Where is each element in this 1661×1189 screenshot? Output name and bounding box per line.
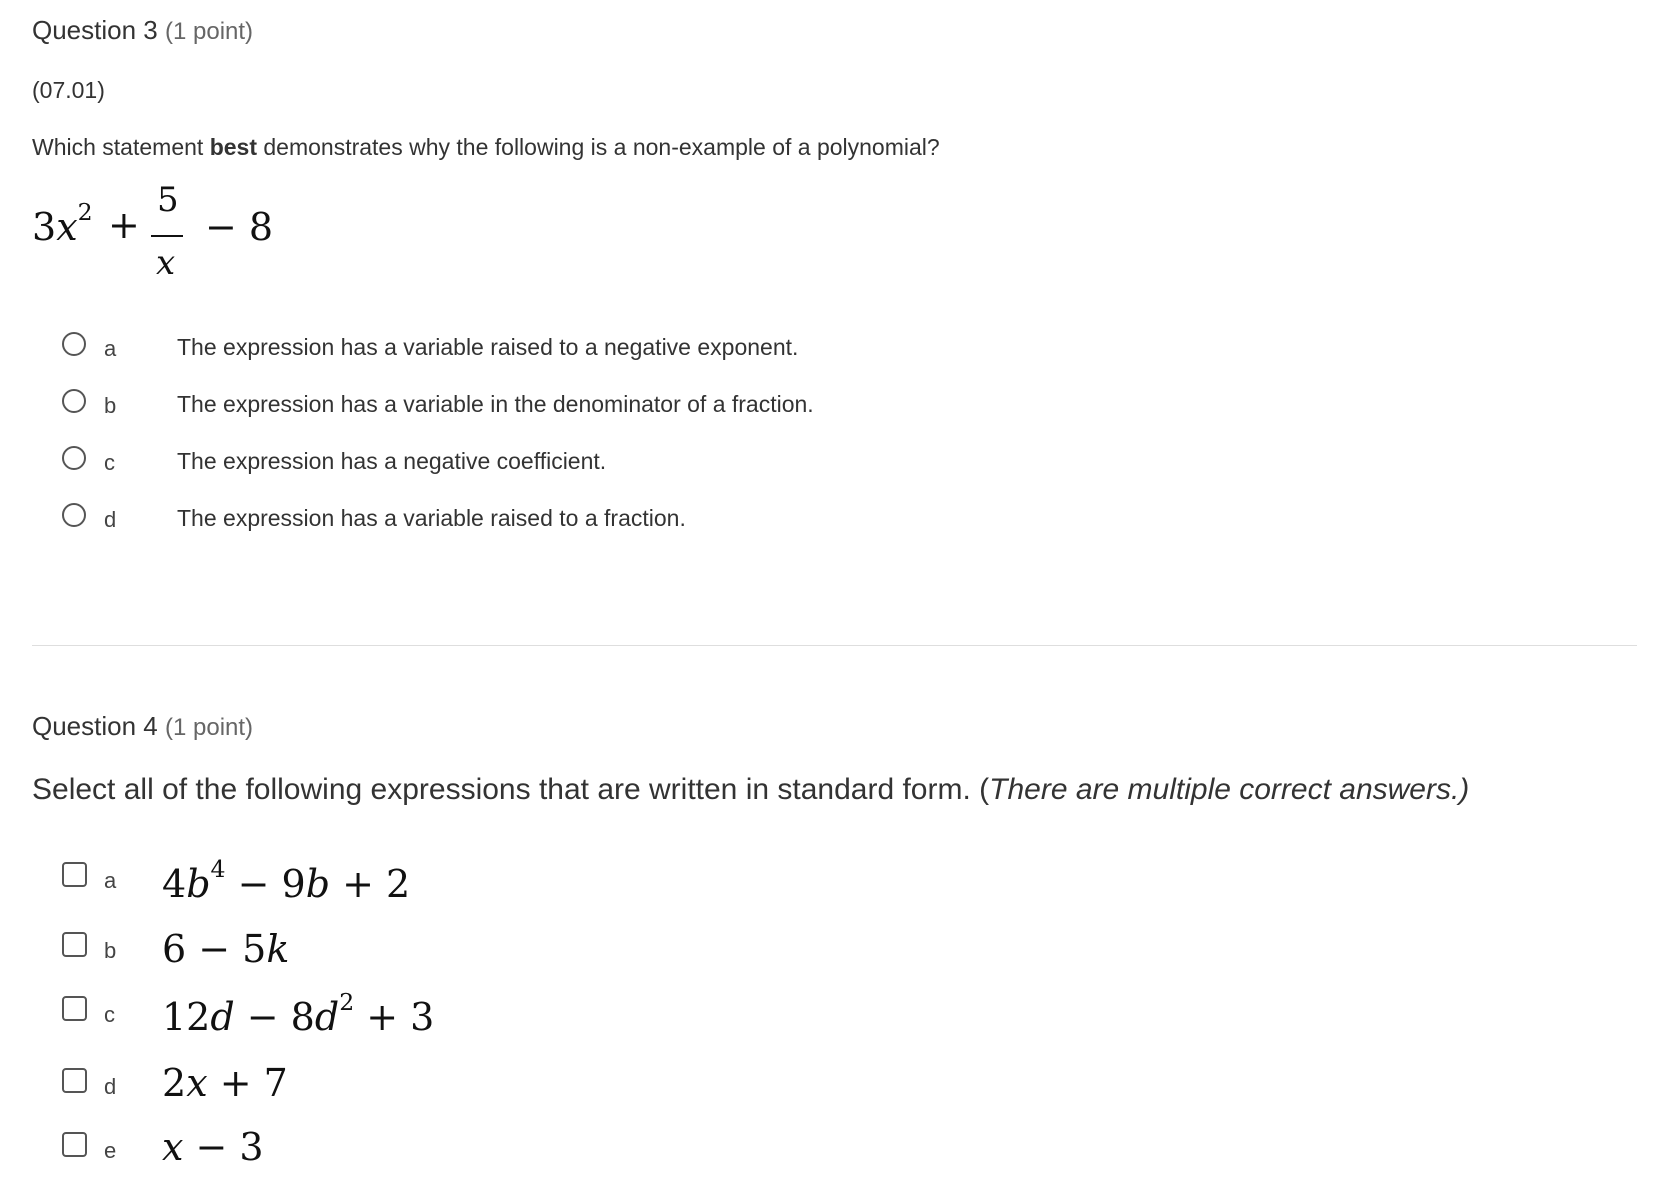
q4-option-b-letter: b xyxy=(104,938,117,963)
option-d-radio[interactable] xyxy=(62,503,86,527)
option-c-checkbox[interactable] xyxy=(62,996,87,1021)
option-a-letter: a xyxy=(104,336,117,361)
question-4-points: (1 point) xyxy=(164,714,254,741)
expr-var: x xyxy=(56,205,78,249)
expr-minus-const: − 8 xyxy=(205,205,274,249)
option-b-text[interactable]: The expression has a variable in the denominator of a fraction. xyxy=(177,391,814,417)
prompt-text-2: demonstrates why the following is a non-example of a polynomial? xyxy=(256,134,940,160)
question-3-title: Question 3 xyxy=(32,15,158,45)
q4-option-e-letter: e xyxy=(104,1138,117,1163)
q4-option-e-expression[interactable]: x − 3 xyxy=(162,1125,264,1169)
question-divider xyxy=(32,645,1637,646)
option-b-letter: b xyxy=(104,393,117,418)
question-3-header xyxy=(32,15,253,46)
option-a-text[interactable]: The expression has a variable raised to a negative exponent. xyxy=(177,334,799,360)
option-b-radio[interactable] xyxy=(62,389,86,413)
question-4-title: Question 4 xyxy=(32,711,158,741)
q4-prompt-text: Select all of the following expressions that are written in standard form. ( xyxy=(32,773,990,806)
prompt-text-1: Which statement xyxy=(32,134,210,160)
q4-option-d-expression[interactable]: 2x + 7 xyxy=(162,1061,288,1105)
option-a-checkbox[interactable] xyxy=(62,862,87,887)
expr-plus: + xyxy=(108,203,140,247)
question-3-expression xyxy=(32,197,93,249)
question-3-code: (07.01) xyxy=(32,77,105,103)
option-c-radio[interactable] xyxy=(62,446,86,470)
option-d-checkbox[interactable] xyxy=(62,1068,87,1093)
expr-exp: 2 xyxy=(77,197,93,226)
q4-option-a-expression[interactable]: $4b^4 - 9b + 2$ xyxy=(162,854,411,906)
q4-option-c-letter: c xyxy=(104,1002,115,1027)
question-3-prompt xyxy=(32,134,940,161)
question-4-header xyxy=(32,711,253,742)
fraction-bar xyxy=(151,235,183,237)
question-3-points: (1 point) xyxy=(164,18,254,45)
q4-option-a-letter: a xyxy=(104,868,117,893)
question-4-prompt xyxy=(32,773,1469,807)
option-d-text[interactable]: The expression has a variable raised to a fraction. xyxy=(177,505,686,531)
option-b-checkbox[interactable] xyxy=(62,932,87,957)
q4-prompt-italic: There are multiple correct answers.) xyxy=(989,773,1470,806)
expr-coef: 3 xyxy=(32,205,57,249)
option-d-letter: d xyxy=(104,507,117,532)
option-e-checkbox[interactable] xyxy=(62,1132,87,1157)
option-c-letter: c xyxy=(104,450,115,475)
option-c-text[interactable]: The expression has a negative coefficient. xyxy=(177,448,607,474)
expr-denominator: x xyxy=(156,243,176,283)
q4-option-c-expression[interactable]: $12d - 8d^2 + 3$ xyxy=(162,987,435,1039)
expr-numerator: 5 xyxy=(157,180,179,220)
q4-option-d-letter: d xyxy=(104,1074,117,1099)
option-a-radio[interactable] xyxy=(62,332,86,356)
prompt-bold-best: best xyxy=(209,134,257,160)
q4-option-b-expression[interactable]: 6 − 5k xyxy=(162,927,290,971)
